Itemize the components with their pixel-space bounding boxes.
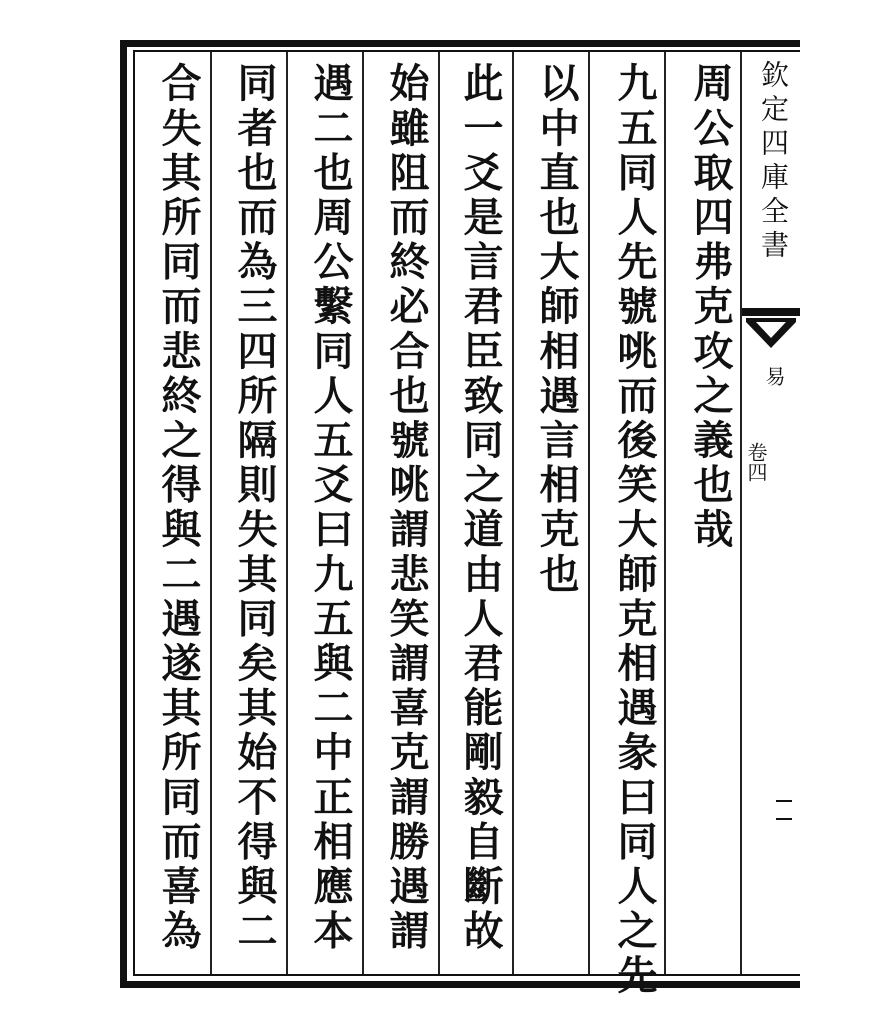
frame-inner-line	[133, 50, 135, 976]
column-divider	[588, 52, 590, 974]
book-title: 欽定四庫全書	[757, 60, 790, 264]
text-column: 九五同人先號咷而後笑大師克相遇彖曰同人之先	[611, 62, 658, 999]
text-column: 合失其所同而悲終之得與二遇遂其所同而喜為	[155, 62, 202, 954]
column-divider	[740, 52, 742, 974]
section-title: 易	[762, 366, 786, 388]
column-divider	[362, 52, 364, 974]
text-column: 同者也而為三四所隔則失其同矣其始不得與二	[231, 62, 278, 954]
frame-inner-line	[133, 974, 800, 976]
frame-inner-line	[133, 50, 800, 52]
fishtail-ornament-icon	[742, 308, 800, 358]
text-column: 始雖阻而終必合也號咷謂悲笑謂喜克謂勝遇謂	[383, 62, 430, 954]
column-divider	[210, 52, 212, 974]
margin-tick	[776, 818, 792, 820]
margin-tick	[776, 800, 792, 802]
text-column: 遇二也周公繫同人五爻曰九五與二中正相應本	[307, 62, 354, 954]
column-divider	[286, 52, 288, 974]
column-divider	[438, 52, 440, 974]
text-column: 此一爻是言君臣致同之道由人君能剛毅自斷故	[457, 62, 504, 954]
text-column: 以中直也大師相遇言相克也	[533, 62, 580, 598]
column-divider	[664, 52, 666, 974]
column-divider	[512, 52, 514, 974]
volume-number: 卷四	[744, 442, 768, 482]
text-column: 周公取四弗克攻之義也哉	[687, 62, 734, 553]
